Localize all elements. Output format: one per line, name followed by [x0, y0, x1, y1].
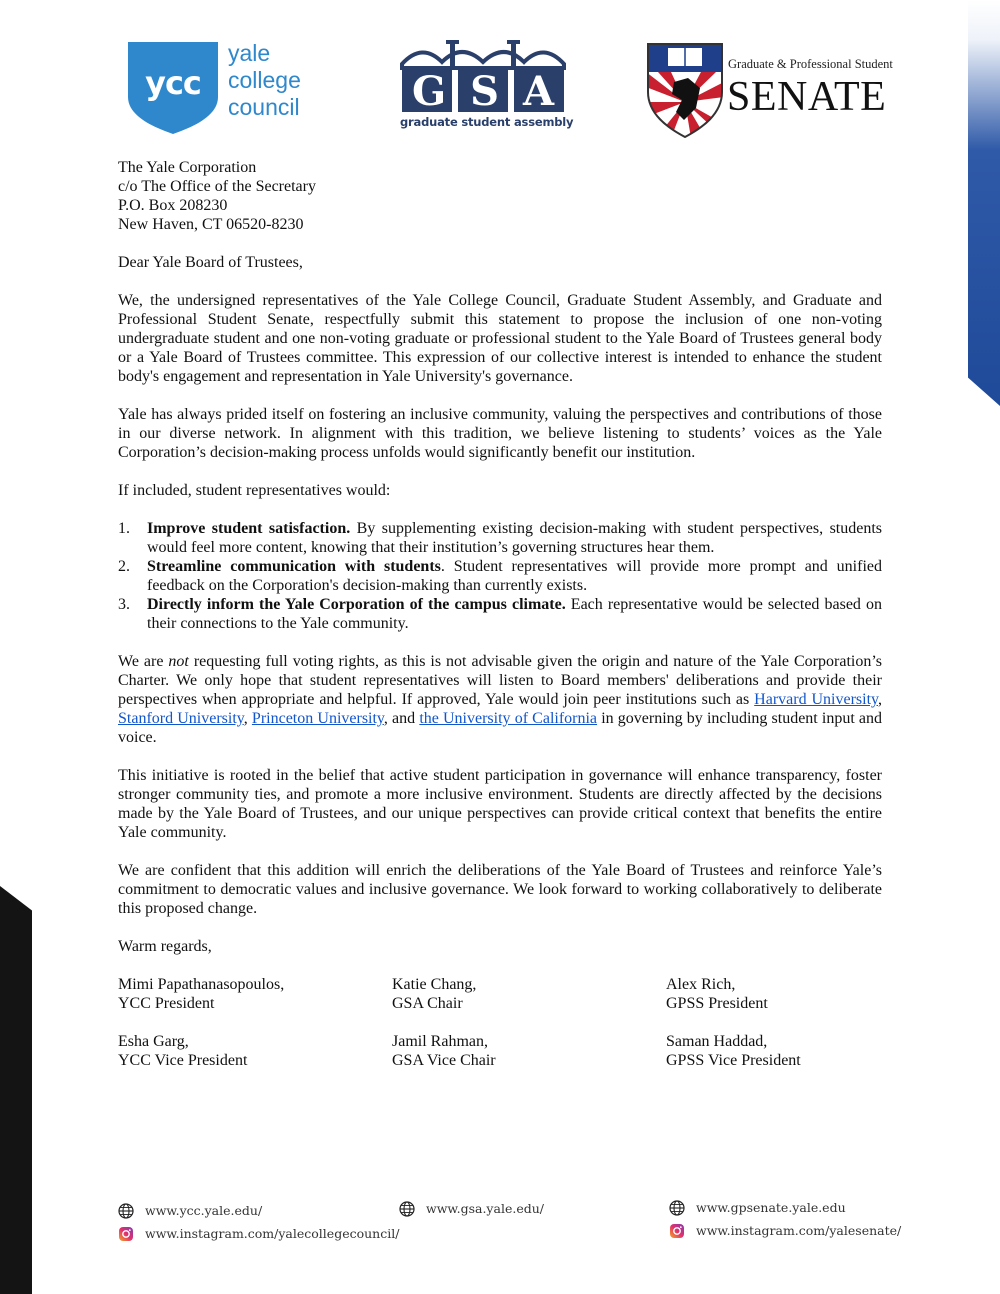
gsa-website-link[interactable]: www.gsa.yale.edu/	[426, 1201, 544, 1216]
list-item-text: By supplementing existing decision-making with student perspectives, students would feel more content, knowing that their institution’s governing structures hear them.	[147, 520, 883, 556]
list-item	[118, 519, 882, 557]
recipient-address	[118, 158, 882, 234]
signature-title: GPSS President	[666, 995, 768, 1012]
signature-name: Jamil Rahman,	[392, 1033, 488, 1050]
instagram-icon	[669, 1223, 685, 1239]
paragraph-inclusive: Yale has always prided itself on fostering an inclusive community, valuing the perspectives and contributions of those in our diverse network. In alignment with this tradition, we believe listening to students’ voices as the Yale Corporation’s decision-making process unfolds would significantly benefit our institution.	[118, 406, 882, 461]
princeton-link[interactable]: Princeton University	[251, 710, 384, 727]
address-line: P.O. Box 208230	[118, 197, 228, 214]
benefits-list	[118, 519, 882, 633]
ycc-logo	[128, 42, 318, 134]
signature-title: GPSS Vice President	[666, 1052, 801, 1069]
footer-ycc	[118, 1199, 399, 1245]
signature-name: Mimi Papathanasopoulos,	[118, 976, 285, 993]
salutation: Dear Yale Board of Trustees,	[118, 254, 303, 271]
gsa-letter: G	[411, 68, 447, 115]
signature-block	[118, 975, 882, 1070]
gpss-website-link[interactable]: www.gpsenate.yale.edu	[696, 1200, 846, 1215]
instagram-icon	[118, 1226, 134, 1242]
emphasis-not: not	[168, 653, 189, 670]
paragraph-voting-rights: We are not requesting full voting rights, as this is not advisable given the origin and nature of the Yale Corporation’s Charter. We only hope that student representatives will listen to Board members' deliberations and provide their perspectives when appropriate and helpful. If approved, Yale would join peer institutions such as Harvard University, Stanford University, Princeton University, and the University of California in governing by including student input and voice.	[118, 653, 883, 746]
harvard-link[interactable]: Harvard University	[754, 691, 879, 708]
globe-icon	[669, 1200, 685, 1216]
ycc-word: college	[228, 67, 301, 93]
ycc-wordmark	[228, 40, 301, 121]
list-item	[118, 557, 882, 595]
list-item	[118, 595, 882, 633]
senate-subtitle: Graduate & Professional Student	[728, 57, 893, 71]
signature-title: GSA Chair	[392, 995, 463, 1012]
senate-logo	[646, 42, 891, 140]
list-item-text: . Student representatives will provide more prompt and unified feedback on the Corporation's decision-making than currently exists.	[147, 558, 883, 594]
decorative-right-bar	[968, 0, 1000, 406]
ycc-shield-icon	[128, 42, 218, 134]
decorative-left-bar	[0, 886, 32, 1294]
signature-title: YCC Vice President	[118, 1052, 248, 1069]
list-item-text: Each representative would be selected based on their connections to the Yale community.	[147, 596, 883, 632]
signature-title: YCC President	[118, 995, 215, 1012]
ycc-word: yale	[228, 40, 271, 66]
paragraph-initiative: This initiative is rooted in the belief that active student participation in governance will enhance transparency, foster stronger community ties, and promote a more inclusive environment. Students are directly affected by the decisions made by the Yale Board of Trustees, and our unique perspectives can provide critical context that benefits the entire Yale community.	[118, 767, 882, 841]
footer-gsa	[399, 1197, 544, 1220]
signature-name: Alex Rich,	[666, 976, 736, 993]
address-line: New Haven, CT 06520-8230	[118, 216, 304, 233]
address-line: The Yale Corporation	[118, 159, 257, 176]
globe-icon	[118, 1203, 134, 1219]
gsa-letter: S	[470, 68, 499, 115]
paragraph-confident: We are confident that this addition will enrich the deliberations of the Yale Board of Trustees and reinforce Yale’s commitment to democratic values and inclusive governance. We look forward to working collaboratively to deliberate this proposed change.	[118, 862, 882, 917]
list-number: 3.	[118, 596, 130, 613]
gsa-letters	[400, 68, 566, 115]
address-line: c/o The Office of the Secretary	[118, 178, 316, 195]
university-of-california-link[interactable]: the University of California	[419, 710, 598, 727]
gsa-subtitle: graduate student assembly	[400, 115, 574, 129]
signature-title: GSA Vice Chair	[392, 1052, 496, 1069]
ycc-word: council	[228, 94, 300, 120]
stanford-link[interactable]: Stanford University	[118, 710, 244, 727]
paragraph-list-intro: If included, student representatives would:	[118, 482, 391, 499]
list-item-heading: Directly inform the Yale Corporation of the campus climate.	[147, 596, 566, 613]
list-item-heading: Improve student satisfaction.	[147, 520, 351, 537]
footer-gpss	[669, 1196, 901, 1242]
ycc-website-link[interactable]: www.ycc.yale.edu/	[145, 1203, 263, 1218]
closing: Warm regards,	[118, 938, 212, 955]
list-number: 1.	[118, 520, 130, 537]
globe-icon	[399, 1201, 415, 1217]
list-item-heading: Streamline communication with students	[147, 558, 441, 575]
signature-name: Katie Chang,	[392, 976, 477, 993]
ycc-instagram-link[interactable]: www.instagram.com/yalecollegecouncil/	[145, 1226, 400, 1241]
ycc-abbr: ycc	[145, 64, 201, 102]
letter-body	[118, 158, 882, 1070]
signature-name: Esha Garg,	[118, 1033, 189, 1050]
paragraph-intro: We, the undersigned representatives of the Yale College Council, Graduate Student Assembly, and Graduate and Professional Student Senate, respectfully submit this statement to propose the inclusion of one non-voting undergraduate student and one non-voting graduate or professional student to the Yale Board of Trustees general body or a Yale Board of Trustees committee. This expression of our collective interest is intended to enhance the student body's engagement and representation in Yale University's governance.	[118, 292, 882, 385]
gsa-letter: A	[522, 68, 554, 115]
senate-title: SENATE	[727, 74, 887, 120]
senate-shield-icon	[646, 42, 724, 138]
gpss-instagram-link[interactable]: www.instagram.com/yalesenate/	[696, 1223, 902, 1238]
gsa-logo	[400, 38, 574, 134]
list-number: 2.	[118, 558, 130, 575]
signature-name: Saman Haddad,	[666, 1033, 768, 1050]
